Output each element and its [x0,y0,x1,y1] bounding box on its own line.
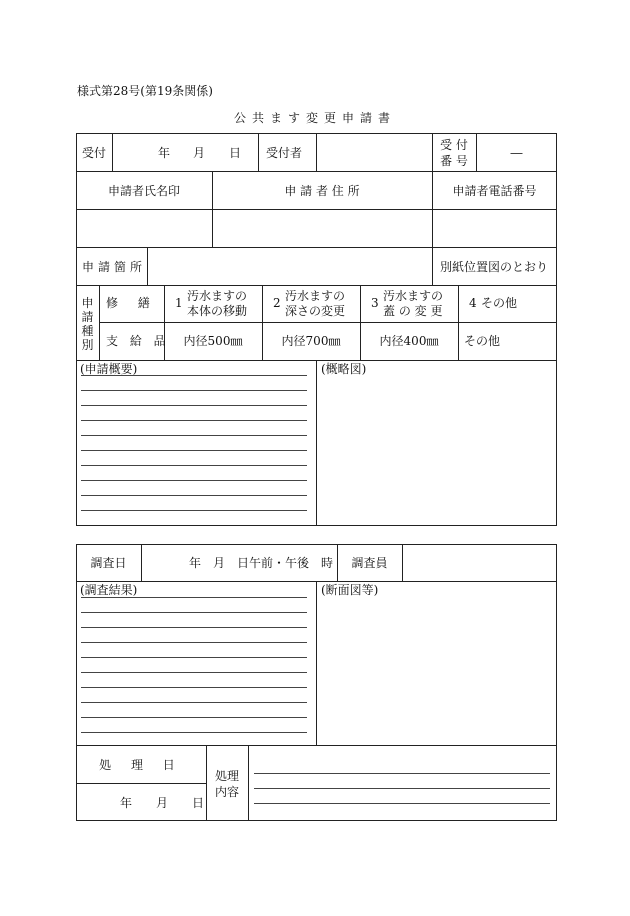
receipt-day: 日 [229,146,242,160]
option-text: 汚水ますの [187,289,248,303]
option-text: 本体の移動 [187,304,248,318]
summary-line[interactable] [81,390,307,391]
sketch-label: (概略図) [321,362,367,376]
section-drawing-area[interactable] [318,599,555,743]
applicant-address-label: 申 請 者 住 所 [284,184,360,198]
row-divider [76,745,557,746]
summary-line[interactable] [81,450,307,451]
supply-option-1[interactable]: 内径500㎜ [183,334,243,348]
cell-divider [258,133,259,171]
cell-divider [206,745,207,821]
applicant-address-field[interactable] [214,211,430,245]
receipt-date-field[interactable] [114,136,256,168]
applicant-phone-label: 申請者電話番号 [452,184,537,198]
result-line[interactable] [81,717,307,718]
survey-datetime[interactable]: 年 月 日午前・午後 時 [189,556,334,570]
summary-line[interactable] [81,420,307,421]
survey-date-label: 調査日 [90,556,127,570]
result-line[interactable] [81,672,307,673]
cell-divider [432,247,433,285]
process-date-label: 処 理 日 [99,758,183,772]
process-content-line[interactable] [254,773,550,774]
option-number: 4 [469,296,477,310]
summary-line[interactable] [81,480,307,481]
cell-divider [112,133,113,171]
location-note: 別紙位置図のとおり [440,260,549,274]
category-label-char: 申 [81,296,94,310]
cell-divider [212,171,213,247]
result-line[interactable] [81,657,307,658]
result-line[interactable] [81,702,307,703]
row-divider [76,209,557,210]
option-text: 深さの変更 [285,304,346,318]
receipt-no-value: ― [510,146,523,160]
repair-option-2[interactable] [263,286,359,321]
summary-line[interactable] [81,375,307,376]
row-divider [76,171,557,172]
result-line[interactable] [81,627,307,628]
result-line[interactable] [81,687,307,688]
location-label: 申請箇所 [82,260,147,274]
supply-option-3[interactable]: 内径400㎜ [379,334,439,348]
option-text: その他 [481,296,518,310]
process-date-value[interactable]: 年 月 日 [120,796,205,810]
cell-divider [432,171,433,247]
applicant-phone-field[interactable] [434,211,555,245]
option-number: 1 [175,296,183,310]
supply-option-2[interactable]: 内径700㎜ [281,334,341,348]
category-label-char: 別 [81,338,94,352]
row-divider [76,247,557,248]
applicant-name-field[interactable] [78,211,210,245]
receiver-field[interactable] [318,136,430,168]
process-content-label: 処理 [214,769,239,783]
section-label: (断面図等) [321,583,379,597]
receipt-year: 年 [158,146,171,160]
cell-divider [316,360,317,526]
process-content-line[interactable] [254,803,550,804]
cell-divider [147,247,148,285]
result-label: (調査結果) [80,583,138,597]
result-line[interactable] [81,732,307,733]
summary-line[interactable] [81,465,307,466]
row-divider [76,783,206,784]
cell-divider [402,544,403,581]
option-number: 3 [371,296,379,310]
repair-option-1[interactable] [165,286,261,321]
option-text: 汚水ますの [383,289,444,303]
location-field[interactable] [149,249,430,283]
row-divider [99,322,557,323]
receipt-no-label: 番 号 [440,154,468,168]
cell-divider [99,285,100,360]
summary-line[interactable] [81,510,307,511]
option-text: 蓋 の 変 更 [383,304,443,318]
summary-line[interactable] [81,435,307,436]
result-line[interactable] [81,612,307,613]
summary-label: (申請概要) [80,362,138,376]
receipt-month: 月 [193,146,206,160]
category-label-char: 種 [81,324,94,338]
option-text: 汚水ますの [285,289,346,303]
repair-option-4[interactable] [459,286,556,321]
process-content-label: 内容 [214,785,239,799]
process-content-line[interactable] [254,788,550,789]
cell-divider [316,581,317,745]
summary-line[interactable] [81,495,307,496]
result-line[interactable] [81,642,307,643]
form-number: 様式第28号(第19条関係) [77,84,213,98]
repair-option-3[interactable] [361,286,457,321]
receiver-label: 受付者 [266,146,303,160]
surveyor-field[interactable] [404,546,555,579]
supply-option-4[interactable]: その他 [464,334,501,348]
applicant-name-label: 申請者氏名印 [107,184,180,198]
repair-label: 修 繕 [106,296,158,310]
supply-label: 支 給 品 [106,334,170,348]
option-number: 2 [273,296,281,310]
result-line[interactable] [81,597,307,598]
cell-divider [316,133,317,171]
cell-divider [248,745,249,821]
surveyor-label: 調査員 [351,556,388,570]
cell-divider [141,544,142,581]
sketch-area[interactable] [318,378,555,524]
receipt-label: 受付 [82,146,107,160]
category-label-char: 請 [81,310,94,324]
summary-line[interactable] [81,405,307,406]
page-title: 公共ます変更申請書 [233,111,396,125]
receipt-no-label: 受 付 [440,138,468,152]
